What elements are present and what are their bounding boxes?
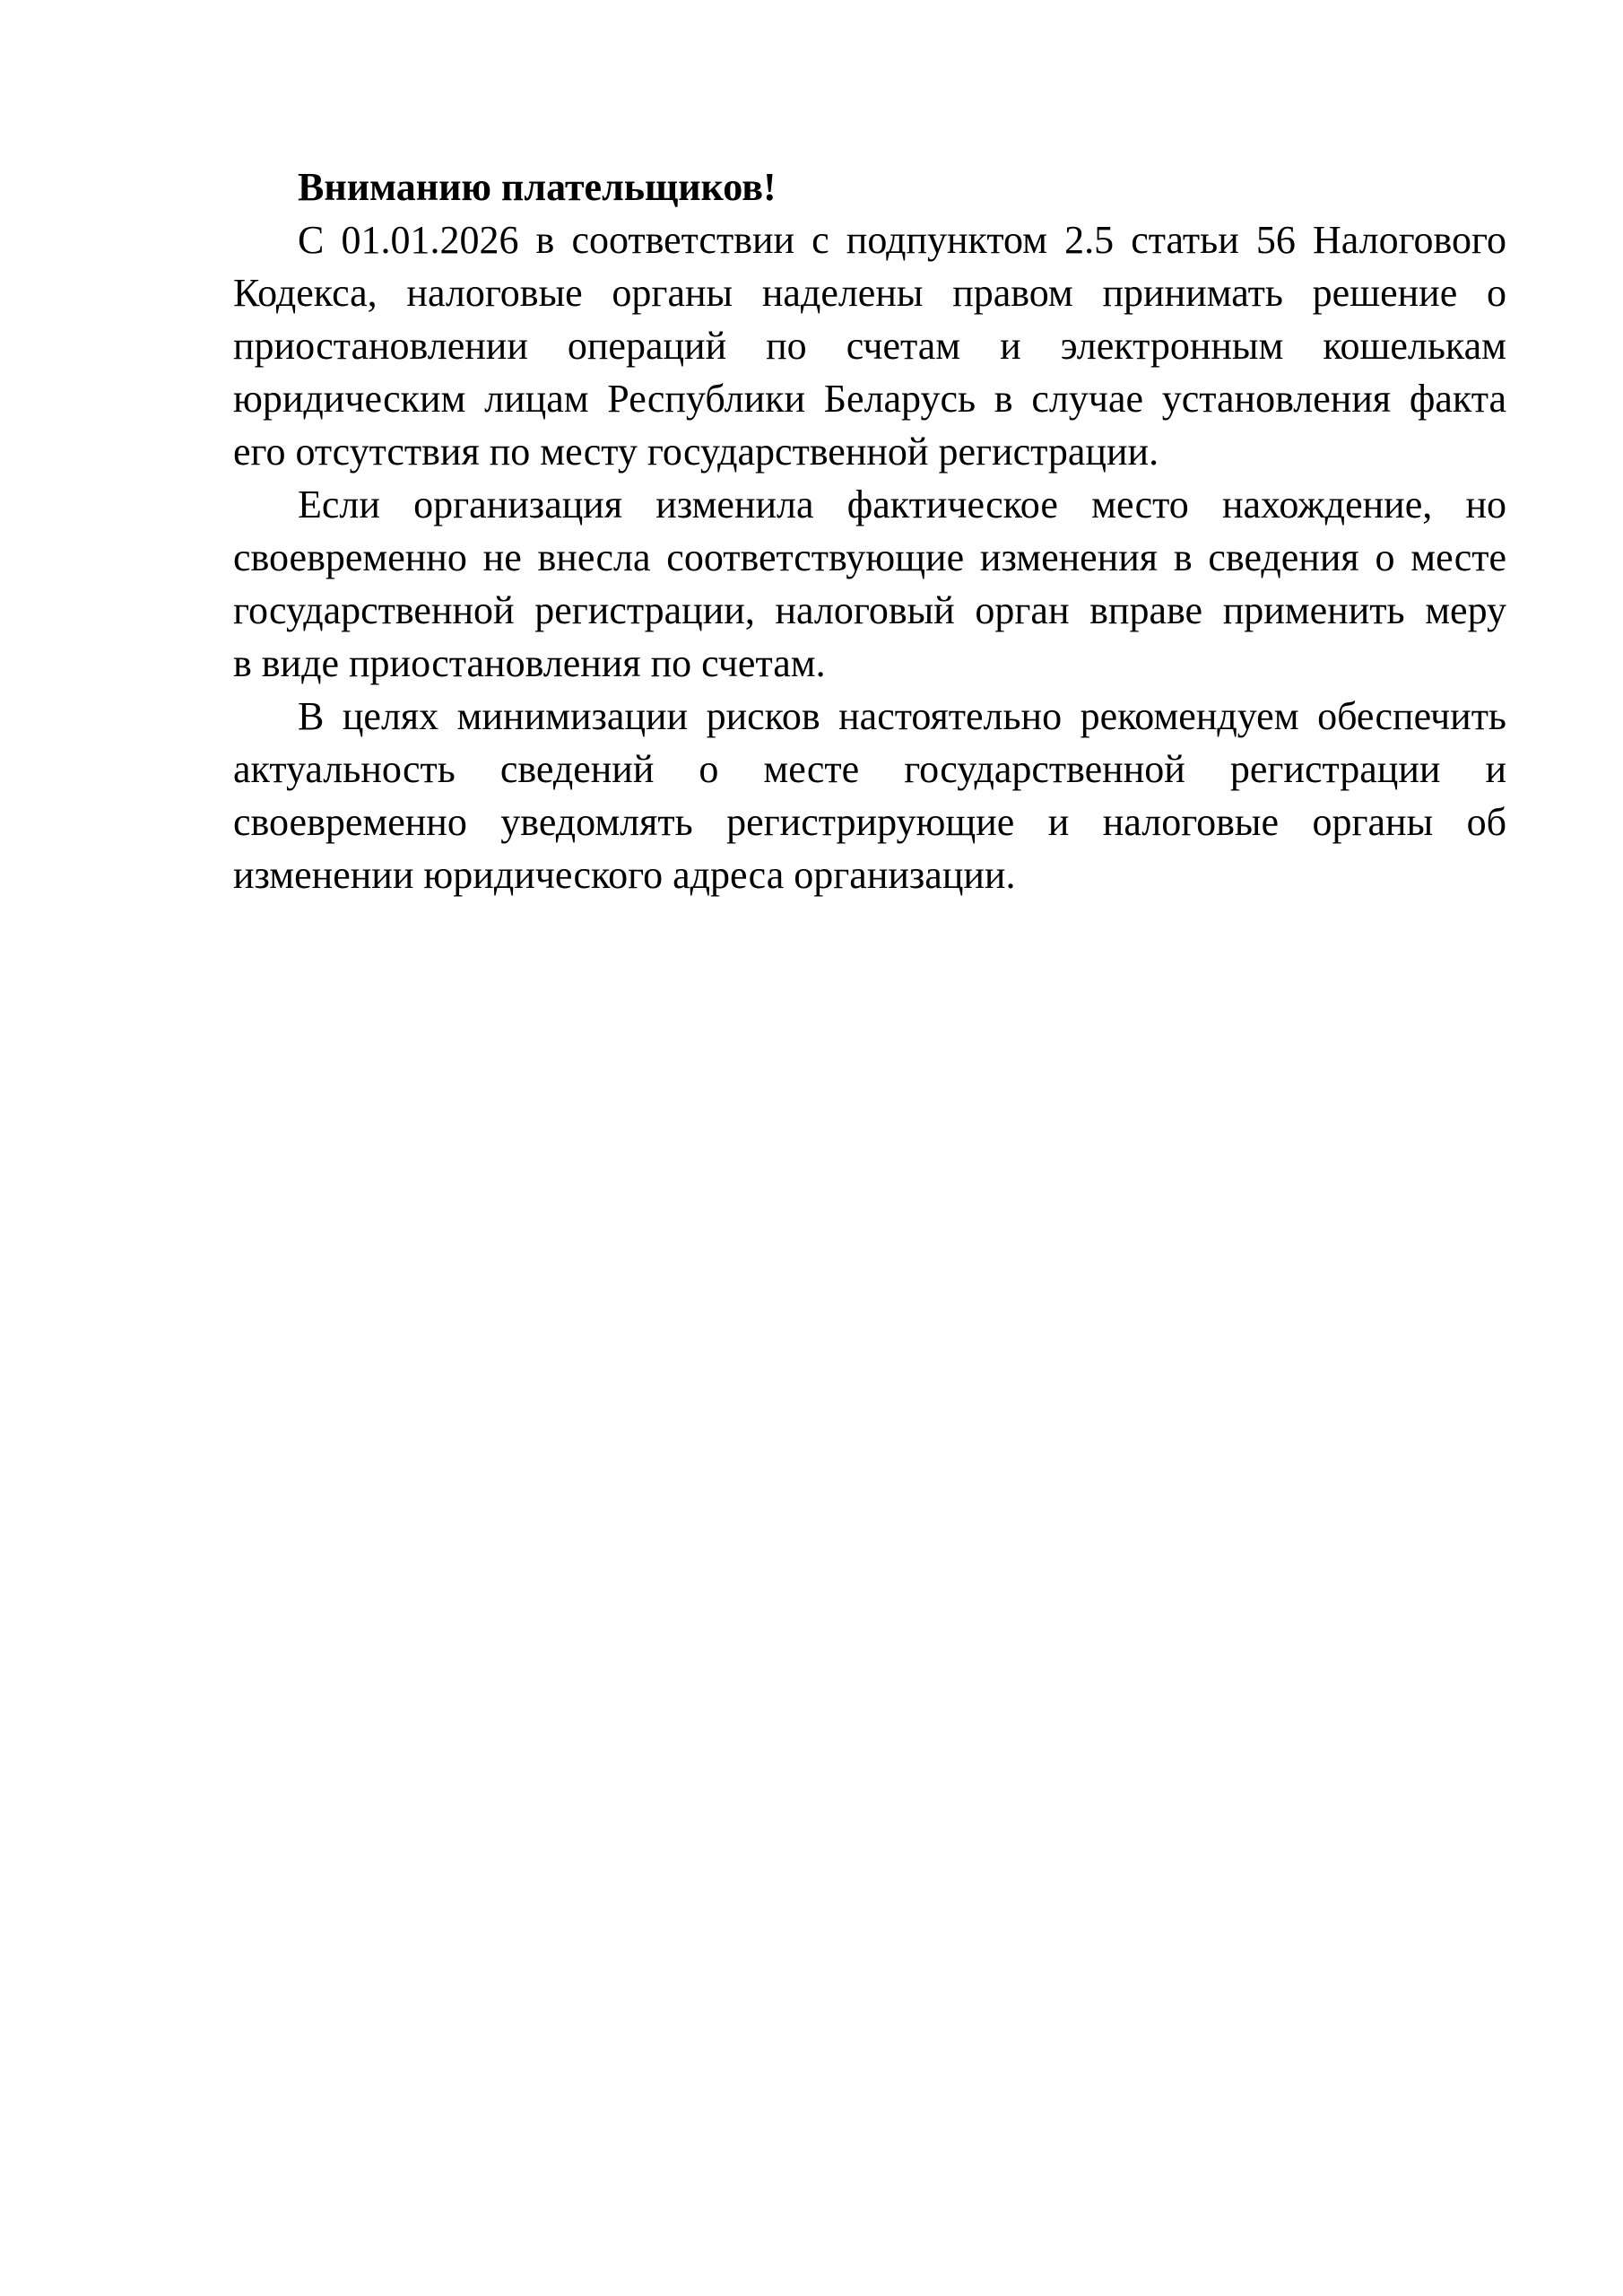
document-body	[233, 161, 1506, 901]
text-line: приостановлении операций по счетам и электронным кошелькам	[233, 324, 1506, 368]
text-line: В целях минимизации рисков настоятельно рекомендуем обеспечить	[298, 694, 1506, 738]
paragraph-2	[233, 478, 1506, 690]
text-line: своевременно уведомлять регистрирующие и налоговые органы об	[233, 800, 1506, 844]
text-line: в виде приостановления по счетам.	[233, 641, 826, 685]
text-line: С 01.01.2026 в соответствии с подпунктом 2.5 статьи 56 Налогового	[298, 218, 1506, 262]
text-line: актуальность сведений о месте государственной регистрации и	[233, 747, 1506, 791]
text-line: юридическим лицам Республики Беларусь в случае установления факта	[233, 377, 1506, 421]
paragraph-3	[233, 690, 1506, 901]
text-line: своевременно не внесла соответствующие изменения в сведения о месте	[233, 535, 1506, 579]
text-line: государственной регистрации, налоговый орган вправе применить меру	[233, 588, 1506, 632]
document-title: Вниманию плательщиков!	[298, 165, 777, 209]
text-line: Если организация изменила фактическое место нахождение, но	[298, 483, 1506, 526]
text-line: изменении юридического адреса организации.	[233, 853, 1016, 897]
paragraph-1	[233, 213, 1506, 478]
text-line: его отсутствия по месту государственной регистрации.	[233, 430, 1159, 474]
text-line: Кодекса, налоговые органы наделены правом принимать решение о	[233, 271, 1506, 315]
